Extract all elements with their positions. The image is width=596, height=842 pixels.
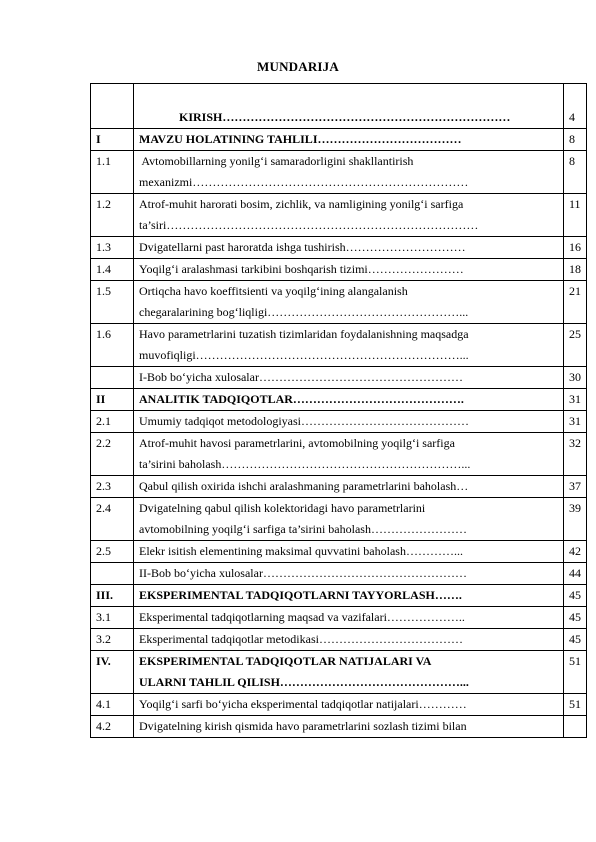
toc-page-number: 25 [564, 324, 587, 367]
toc-section-number: 2.3 [91, 476, 134, 498]
toc-title-line: chegaralarining bog‘liqligi…………………………………………... [139, 305, 469, 319]
toc-section-title [134, 324, 564, 367]
toc-title-line: Dvigatelning kirish qismida havo parametrlarini sozlash tizimi bilan [139, 719, 467, 733]
toc-page-number: 39 [564, 498, 587, 541]
toc-page-number: 31 [564, 411, 587, 433]
toc-row [91, 281, 587, 324]
toc-page-number: 44 [564, 563, 587, 585]
toc-section-number: 3.1 [91, 607, 134, 629]
toc-page-number: 4 [564, 84, 587, 129]
toc-title-line: Eksperimental tadqiqotlar metodikasi……………………………… [139, 632, 463, 646]
toc-section-number: IV. [91, 651, 134, 694]
toc-row [91, 541, 587, 563]
toc-row [91, 585, 587, 607]
table-of-contents [90, 83, 587, 738]
toc-section-title [134, 585, 564, 607]
toc-title-line: avtomobilning yoqilg‘i sarfiga ta’sirini baholash…………………… [139, 522, 467, 536]
toc-section-title [134, 411, 564, 433]
toc-section-number: 1.6 [91, 324, 134, 367]
toc-title-line: Qabul qilish oxirida ishchi aralashmaning parametrlarini baholash… [139, 479, 469, 493]
toc-page-number: 51 [564, 694, 587, 716]
toc-page-number: 51 [564, 651, 587, 694]
toc-section-title [134, 476, 564, 498]
toc-title-line: I-Bob bo‘yicha xulosalar…………………………………………… [139, 370, 463, 384]
toc-section-title [134, 84, 564, 129]
toc-section-number: 2.4 [91, 498, 134, 541]
toc-section-title [134, 389, 564, 411]
toc-title-line: Havo parametrlarini tuzatish tizimlaridan foydalanishning maqsadga [139, 327, 469, 341]
toc-row [91, 694, 587, 716]
toc-page-number [564, 716, 587, 738]
toc-section-title [134, 498, 564, 541]
toc-page-number: 32 [564, 433, 587, 476]
toc-page-number: 30 [564, 367, 587, 389]
toc-section-number: 2.5 [91, 541, 134, 563]
toc-row [91, 651, 587, 694]
toc-title-line: ta’siri…………………………………………………………………… [139, 218, 479, 232]
toc-section-title [134, 607, 564, 629]
toc-title-line: Atrof-muhit havosi parametrlarini, avtomobilning yoqilg‘i sarfiga [139, 436, 455, 450]
toc-title-line: Yoqilg‘i aralashmasi tarkibini boshqarish tizimi…………………… [139, 262, 464, 276]
toc-page-number: 18 [564, 259, 587, 281]
toc-section-title [134, 433, 564, 476]
toc-page-number: 8 [564, 129, 587, 151]
toc-section-number: II [91, 389, 134, 411]
toc-section-title [134, 194, 564, 237]
toc-section-title [134, 629, 564, 651]
toc-row [91, 411, 587, 433]
page-title: MUNDARIJA [257, 59, 339, 74]
toc-title-line: Eksperimental tadqiqotlarning maqsad va vazifalari……………….. [139, 610, 465, 624]
toc-title-line: KIRISH……………………………………………………………… [179, 110, 511, 124]
toc-section-title [134, 367, 564, 389]
toc-title-line: MAVZU HOLATINING TAHLILI……………………………… [139, 132, 462, 146]
toc-row [91, 629, 587, 651]
toc-page-number: 37 [564, 476, 587, 498]
toc-section-number: I [91, 129, 134, 151]
toc-title-line: Dvigatelning qabul qilish kolektoridagi havo parametrlarini [139, 501, 426, 515]
toc-section-title [134, 541, 564, 563]
toc-row [91, 367, 587, 389]
toc-page-number: 45 [564, 607, 587, 629]
toc-section-number: 4.2 [91, 716, 134, 738]
toc-section-number [91, 563, 134, 585]
toc-row [91, 607, 587, 629]
toc-section-title [134, 259, 564, 281]
toc-title-line: EKSPERIMENTAL TADQIQOTLARNI TAYYORLASH……. [139, 588, 462, 602]
toc-section-number: III. [91, 585, 134, 607]
toc-page-number: 45 [564, 629, 587, 651]
toc-section-number: 1.1 [91, 151, 134, 194]
toc-row [91, 84, 587, 129]
toc-section-title [134, 281, 564, 324]
toc-title-line: mexanizmi…………………………………………………………… [139, 175, 469, 189]
toc-page-number: 42 [564, 541, 587, 563]
toc-row [91, 194, 587, 237]
toc-page-number: 21 [564, 281, 587, 324]
toc-row [91, 237, 587, 259]
toc-section-title [134, 237, 564, 259]
toc-section-number [91, 367, 134, 389]
toc-row [91, 259, 587, 281]
toc-section-title [134, 694, 564, 716]
toc-title-line: Elekr isitish elementining maksimal quvvatini baholash…………... [139, 544, 463, 558]
toc-row [91, 716, 587, 738]
toc-row [91, 476, 587, 498]
toc-section-title [134, 129, 564, 151]
toc-section-title [134, 563, 564, 585]
toc-row [91, 129, 587, 151]
toc-page-number: 11 [564, 194, 587, 237]
toc-title-line: Dvigatellarni past haroratda ishga tushirish………………………… [139, 240, 466, 254]
toc-page-number: 8 [564, 151, 587, 194]
toc-section-number: 3.2 [91, 629, 134, 651]
toc-section-number: 2.1 [91, 411, 134, 433]
toc-title-line: ta’sirini baholash……………………………………………………... [139, 457, 471, 471]
toc-row [91, 433, 587, 476]
toc-page-number: 45 [564, 585, 587, 607]
toc-section-number: 4.1 [91, 694, 134, 716]
toc-title-line: ULARNI TAHLIL QILISH………………………………………... [139, 675, 469, 689]
toc-title-line: ANALITIK TADQIQOTLAR……………………………………. [139, 392, 464, 406]
toc-title-line: Umumiy tadqiqot metodologiyasi…………………………………… [139, 414, 469, 428]
toc-section-title [134, 151, 564, 194]
toc-section-number: 1.2 [91, 194, 134, 237]
toc-section-number: 1.4 [91, 259, 134, 281]
toc-title-line: Ortiqcha havo koeffitsienti va yoqilg‘ining alangalanish [139, 284, 408, 298]
toc-section-title [134, 651, 564, 694]
toc-row [91, 324, 587, 367]
toc-row [91, 563, 587, 585]
toc-title-line: Avtomobillarning yonilg‘i samaradorligini shakllantirish [139, 154, 414, 168]
toc-title-line: Atrof-muhit harorati bosim, zichlik, va namligining yonilg‘i sarfiga [139, 197, 464, 211]
toc-section-title [134, 716, 564, 738]
toc-page-number: 16 [564, 237, 587, 259]
toc-title-line: II-Bob bo‘yicha xulosalar…………………………………………… [139, 566, 467, 580]
toc-row [91, 389, 587, 411]
toc-section-number [91, 84, 134, 129]
toc-row [91, 151, 587, 194]
toc-title-line: muvofiqligi…………………………………………………………... [139, 348, 469, 362]
toc-section-number: 1.5 [91, 281, 134, 324]
toc-section-number: 2.2 [91, 433, 134, 476]
toc-page-number: 31 [564, 389, 587, 411]
toc-section-number: 1.3 [91, 237, 134, 259]
toc-title-line: EKSPERIMENTAL TADQIQOTLAR NATIJALARI VA [139, 654, 432, 668]
toc-title-line: Yoqilg‘i sarfi bo‘yicha eksperimental tadqiqotlar natijalari………… [139, 697, 467, 711]
toc-row [91, 498, 587, 541]
